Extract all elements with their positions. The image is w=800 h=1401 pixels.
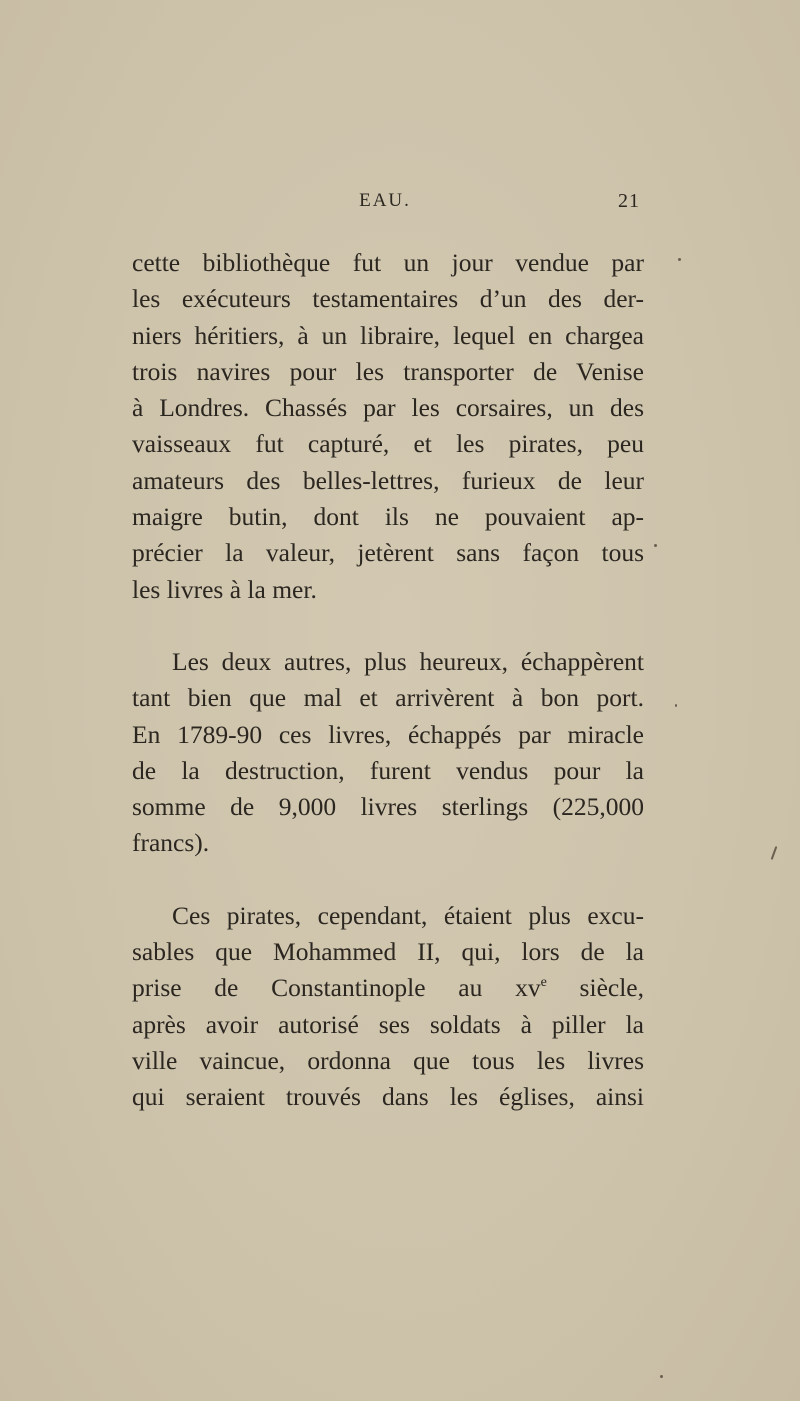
text-line: francs). (132, 828, 210, 858)
text-line: qui seraient trouvés dans les églises, ainsi (132, 1082, 644, 1112)
paper-speck (660, 1375, 663, 1378)
body-text (132, 245, 644, 1116)
page-number: 21 (618, 190, 640, 212)
text-line: sables que Mohammed II, qui, lors de la (132, 937, 644, 967)
paragraph-gap (132, 608, 644, 644)
paragraph (132, 644, 644, 862)
text-line: cette bibliothèque fut un jour vendue par (132, 248, 644, 277)
text-line-segment: prise de Constantinople au xv (132, 973, 541, 1003)
text-line: amateurs des belles-lettres, furieux de leur (132, 465, 644, 495)
running-head (130, 190, 640, 218)
text-line: de la destruction, furent vendus pour la (132, 755, 644, 785)
text-line: maigre butin, dont ils ne pouvaient ap- (132, 502, 644, 532)
text-line: trois navires pour les transporter de Venise (132, 356, 644, 386)
text-line: tant bien que mal et arrivèrent à bon port. (132, 683, 644, 713)
text-line: les exécuteurs testamentaires d’un des der- (132, 284, 644, 314)
paper-speck (675, 704, 677, 707)
text-line: Les deux autres, plus heureux, échappèrent (172, 646, 644, 676)
paragraph (132, 245, 644, 608)
running-title: EAU. (359, 190, 411, 211)
text-line: vaisseaux fut capturé, et les pirates, peu (132, 429, 644, 459)
text-line: niers héritiers, à un libraire, lequel en chargea (132, 320, 644, 350)
text-line: à Londres. Chassés par les corsaires, un des (132, 393, 644, 423)
text-line: somme de 9,000 livres sterlings (225,000 (132, 792, 644, 822)
paper-speck (771, 846, 778, 860)
paper-speck (654, 544, 657, 547)
text-line: ville vaincue, ordonna que tous les livres (132, 1045, 644, 1075)
text-line-segment: siècle, (546, 973, 644, 1003)
text-line: En 1789-90 ces livres, échappés par miracle (132, 719, 644, 749)
text-line: précier la valeur, jetèrent sans façon tous (132, 538, 644, 568)
paper-speck (678, 258, 681, 261)
text-line: Ces pirates, cependant, étaient plus excu- (172, 900, 644, 930)
text-line (132, 970, 644, 1006)
paragraph-gap (132, 862, 644, 898)
paragraph (132, 898, 644, 1116)
text-line: après avoir autorisé ses soldats à piller la (132, 1009, 644, 1039)
superscript: e (540, 975, 547, 991)
text-line: les livres à la mer. (132, 574, 317, 604)
